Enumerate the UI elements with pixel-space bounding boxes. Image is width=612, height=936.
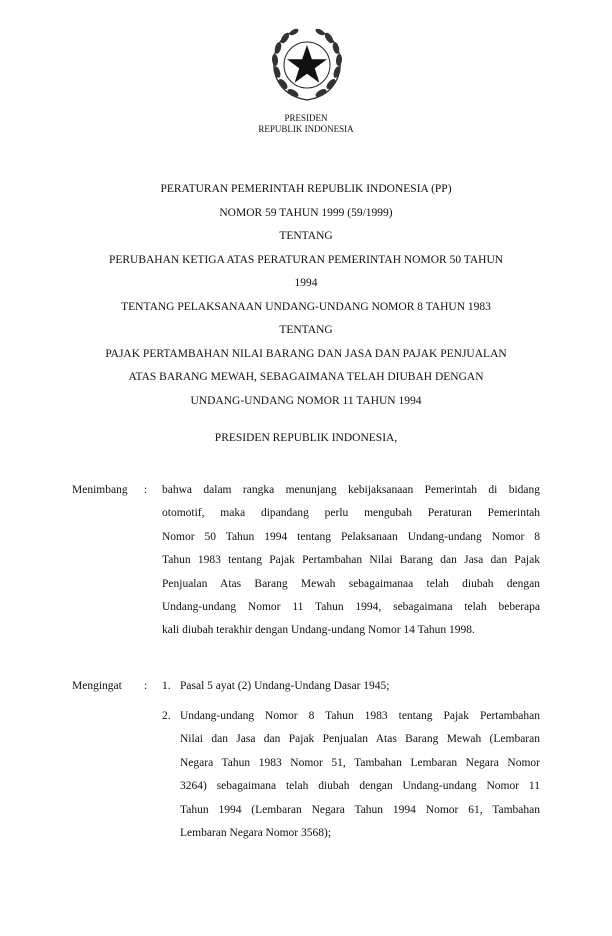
title-line: PERUBAHAN KETIGA ATAS PERATURAN PEMERINTAH NOMOR 50 TAHUN (108, 253, 504, 266)
menimbang-colon: : (144, 484, 148, 496)
preamble: PRESIDEN REPUBLIK INDONESIA, (214, 432, 398, 444)
menimbang-text (162, 479, 540, 643)
title-line: 1994 (294, 277, 318, 289)
menimbang-line: otomotif, maka dipandang perlu mengubah Peraturan Pemerintah (162, 507, 540, 520)
mengingat-line: Undang-undang Nomor 8 Tahun 1983 tentang Pajak Pertambahan (180, 710, 540, 722)
letterhead-line-2: REPUBLIK INDONESIA (258, 124, 354, 134)
mengingat-line: Negara Tahun 1983 Nomor 51, Tambahan Lembaran Negara Nomor (180, 756, 540, 769)
title-line: UNDANG-UNDANG NOMOR 11 TAHUN 1994 (190, 394, 422, 407)
menimbang-label: Menimbang (72, 484, 128, 496)
title-line: TENTANG PELAKSANAAN UNDANG-UNDANG NOMOR 8 TAHUN 1983 (121, 300, 491, 313)
mengingat-item-number: 2. (162, 710, 171, 722)
title-line: TENTANG (279, 230, 333, 242)
menimbang-line: Penjualan Atas Barang Mewah sebagaimanaa telah diubah dengan (162, 577, 540, 590)
letterhead-line-1: PRESIDEN (284, 113, 328, 123)
mengingat-item-2 (180, 705, 540, 845)
garuda-star-wreath-emblem-icon (268, 26, 346, 104)
mengingat-colon: : (144, 680, 148, 692)
title-line: TENTANG (279, 324, 333, 336)
title-line: ATAS BARANG MEWAH, SEBAGAIMANA TELAH DIUBAH DENGAN (128, 371, 484, 383)
mengingat-item-1 (180, 675, 540, 698)
title-line: PERATURAN PEMERINTAH REPUBLIK INDONESIA (PP) (160, 183, 452, 195)
mengingat-item-number: 1. (162, 680, 171, 692)
mengingat-line: Nilai dan Jasa dan Pajak Penjualan Atas Barang Mewah (Lembaran (180, 733, 540, 746)
menimbang-line: bahwa dalam rangka menunjang kebijaksanaan Pemerintah di bidang (162, 484, 540, 496)
menimbang-line: Nomor 50 Tahun 1994 tentang Pelaksanaan Undang-undang Nomor 8 (162, 530, 540, 543)
mengingat-line: Pasal 5 ayat (2) Undang-Undang Dasar 1945; (180, 680, 390, 692)
menimbang-line: Undang-undang Nomor 11 Tahun 1994, sebagaimana telah beberapa (162, 601, 540, 614)
mengingat-label: Mengingat (72, 680, 122, 692)
title-line: NOMOR 59 TAHUN 1999 (59/1999) (219, 206, 393, 219)
title-line: PAJAK PERTAMBAHAN NILAI BARANG DAN JASA DAN PAJAK PENJUALAN (105, 347, 507, 360)
menimbang-line: Tahun 1983 tentang Pajak Pertambahan Nilai Barang dan Jasa dan Pajak (162, 554, 540, 567)
mengingat-line: Lembaran Negara Nomor 3568); (180, 827, 332, 840)
regulation-title (60, 178, 552, 413)
mengingat-line: 3264) sebagaimana telah diubah dengan Undang-undang Nomor 11 (180, 780, 540, 793)
mengingat-line: Tahun 1994 (Lembaran Negara Tahun 1994 Nomor 61, Tambahan (180, 803, 540, 816)
menimbang-line: kali diubah terakhir dengan Undang-undang Nomor 14 Tahun 1998. (162, 624, 475, 637)
